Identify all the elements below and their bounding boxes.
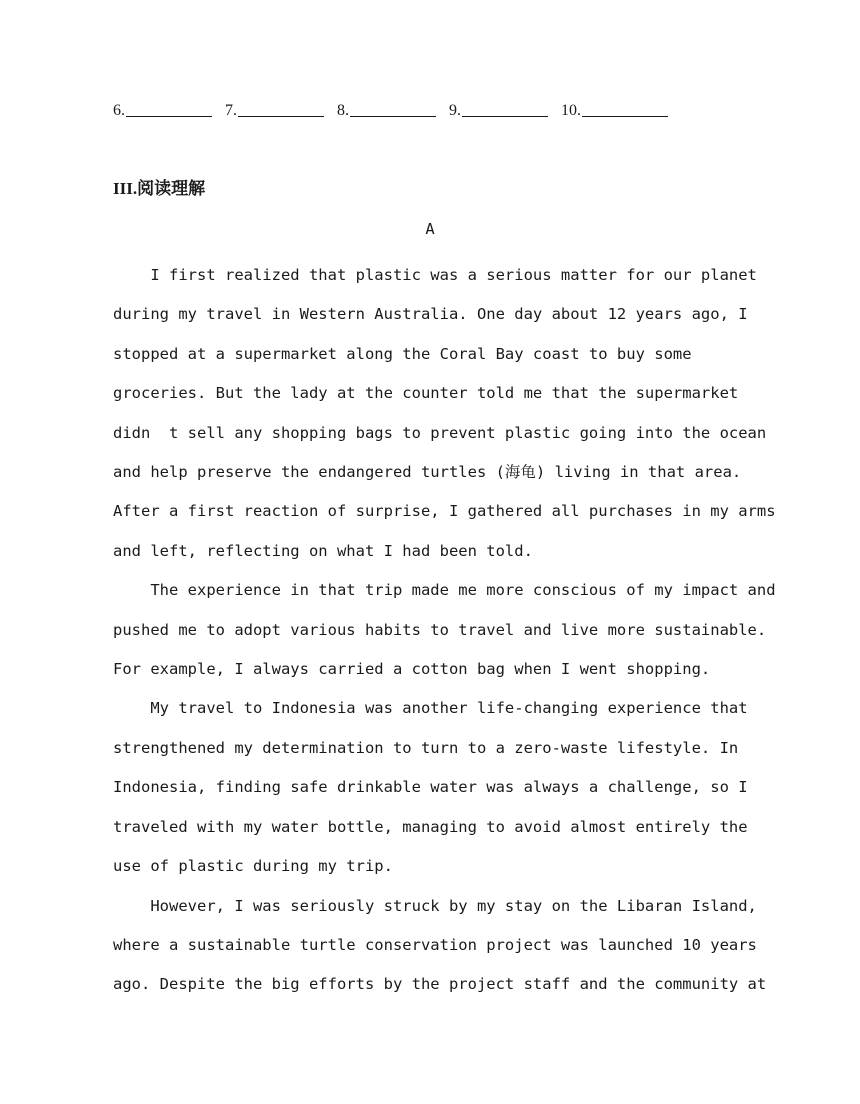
passage-line: The experience in that trip made me more conscious of my impact and — [113, 581, 776, 600]
passage-line: Indonesia, finding safe drinkable water was always a challenge, so I — [113, 778, 748, 797]
passage-line: use of plastic during my trip. — [113, 857, 393, 876]
blank-number: 7. — [225, 102, 237, 119]
passage-line: stopped at a supermarket along the Coral Bay coast to buy some — [113, 344, 692, 363]
blank-line — [462, 100, 548, 117]
passage-line: strengthened my determination to turn to a zero-waste lifestyle. In — [113, 738, 739, 757]
answer-blank[interactable] — [225, 100, 324, 122]
passage-line: However, I was seriously struck by my stay on the Libaran Island, — [113, 896, 757, 915]
passage-line: My travel to Indonesia was another life-changing experience that — [113, 699, 748, 718]
passage-line: ago. Despite the big efforts by the project staff and the community at — [113, 975, 767, 994]
passage-line: pushed me to adopt various habits to travel and live more sustainable. — [113, 620, 767, 639]
passage-line: didn t sell any shopping bags to prevent plastic going into the ocean — [113, 423, 767, 442]
passage-line: After a first reaction of surprise, I gathered all purchases in my arms — [113, 502, 776, 521]
blank-line — [350, 100, 436, 117]
blank-number: 6. — [113, 102, 125, 119]
passage-line: For example, I always carried a cotton bag when I went shopping. — [113, 660, 711, 679]
passage-line: and left, reflecting on what I had been told. — [113, 541, 533, 560]
blank-line — [126, 100, 212, 117]
passage-line: groceries. But the lady at the counter told me that the supermarket — [113, 384, 739, 403]
blank-number: 8. — [337, 102, 349, 119]
passage-line: during my travel in Western Australia. One day about 12 years ago, I — [113, 305, 748, 324]
reading-passage — [113, 256, 776, 1005]
section-heading: III.阅读理解 — [113, 179, 206, 198]
passage-line: where a sustainable turtle conservation project was launched 10 years — [113, 935, 757, 954]
answer-blank[interactable] — [561, 100, 668, 122]
passage-line: and help preserve the endangered turtles (海龟) living in that area. — [113, 463, 742, 482]
passage-line: traveled with my water bottle, managing to avoid almost entirely the — [113, 817, 748, 836]
passage-line: I first realized that plastic was a serious matter for our planet — [113, 266, 757, 284]
blank-number: 9. — [449, 102, 461, 119]
passage-label: A — [425, 220, 435, 238]
blank-line — [582, 100, 668, 117]
answer-blank[interactable] — [449, 100, 548, 122]
answer-blanks-row — [113, 100, 677, 122]
answer-blank[interactable] — [337, 100, 436, 122]
answer-blank[interactable] — [113, 100, 212, 122]
blank-line — [238, 100, 324, 117]
blank-number: 10. — [561, 102, 581, 119]
